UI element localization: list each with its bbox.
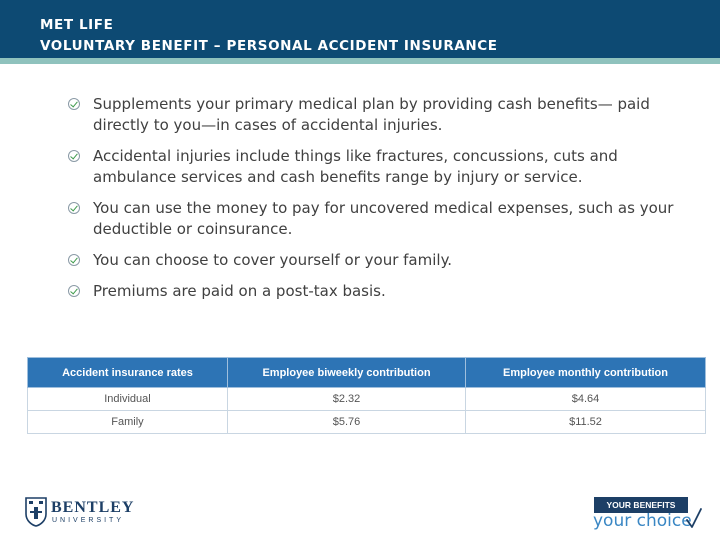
bentley-university-logo: [25, 497, 145, 529]
column-header-rates: Accident insurance rates: [28, 358, 228, 388]
bentley-wordmark: BENTLEY: [51, 499, 135, 516]
table-header-row: [28, 358, 706, 388]
table-cell: $4.64: [466, 388, 706, 411]
shield-icon: [25, 497, 47, 527]
table-row: [28, 388, 706, 411]
check-circle-icon: [68, 150, 80, 162]
accident-rates-table: [27, 357, 706, 434]
column-header-biweekly: Employee biweekly contribution: [228, 358, 466, 388]
bullet-item: [68, 250, 688, 271]
table-cell: $11.52: [466, 411, 706, 434]
table-cell: Family: [28, 411, 228, 434]
your-benefits-label: YOUR BENEFITS: [594, 497, 688, 513]
column-header-monthly: Employee monthly contribution: [466, 358, 706, 388]
your-choice-label: your choice: [593, 511, 692, 531]
bullet-item: [68, 198, 688, 240]
table-cell: $2.32: [228, 388, 466, 411]
check-circle-icon: [68, 202, 80, 214]
your-benefits-your-choice-logo: [592, 497, 706, 533]
bullet-text: Supplements your primary medical plan by providing cash benefits— paid directly to you—in cases of accidental injuries.: [93, 95, 650, 134]
title-banner: [0, 0, 720, 58]
benefit-bullet-list: [68, 94, 688, 312]
bullet-text: You can use the money to pay for uncovered medical expenses, such as your deductible or coinsurance.: [93, 199, 674, 238]
bullet-item: [68, 146, 688, 188]
title-line-2: VOLUNTARY BENEFIT – PERSONAL ACCIDENT INSURANCE: [40, 38, 498, 54]
check-circle-icon: [68, 285, 80, 297]
accent-band: [0, 58, 720, 64]
bullet-text: Accidental injuries include things like fractures, concussions, cuts and ambulance services and cash benefits range by injury or service.: [93, 147, 618, 186]
bullet-text: Premiums are paid on a post-tax basis.: [93, 282, 386, 300]
bullet-item: [68, 94, 688, 136]
university-wordmark: UNIVERSITY: [52, 517, 125, 524]
check-circle-icon: [68, 254, 80, 266]
check-circle-icon: [68, 98, 80, 110]
title-line-1: MET LIFE: [40, 17, 114, 33]
table-row: [28, 411, 706, 434]
checkmark-icon: [685, 507, 703, 531]
bullet-item: [68, 281, 688, 302]
table-cell: $5.76: [228, 411, 466, 434]
table-cell: Individual: [28, 388, 228, 411]
bullet-text: You can choose to cover yourself or your family.: [93, 251, 453, 269]
